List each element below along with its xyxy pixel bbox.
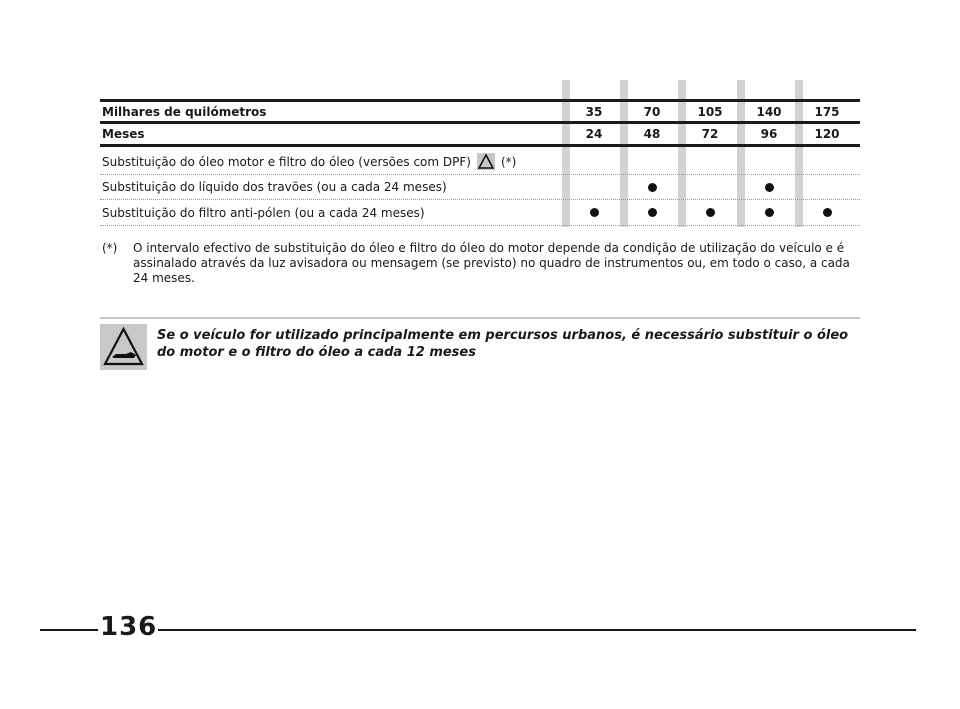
- warning-text: Se o veículo for utilizado principalmente em percursos urbanos, é necessário substituir o óleo do motor e o filtro do óleo a cada 12 meses: [157, 328, 849, 360]
- km-value: 175: [814, 105, 840, 119]
- km-value: 35: [585, 105, 603, 119]
- table-row-label: [102, 153, 516, 173]
- maintenance-dot: [823, 208, 832, 217]
- footnote-mark: (*): [102, 241, 118, 255]
- maintenance-dot: [765, 208, 774, 217]
- column-stripe: [620, 80, 628, 227]
- page-number: 136: [100, 612, 158, 642]
- month-value: 120: [814, 127, 840, 141]
- maintenance-dot: [648, 183, 657, 192]
- warning-top-rule: [100, 317, 860, 319]
- km-value: 105: [697, 105, 723, 119]
- maintenance-dot: [648, 208, 657, 217]
- maintenance-dot: [765, 183, 774, 192]
- month-value: 24: [585, 127, 603, 141]
- column-stripe: [678, 80, 686, 227]
- km-header-label: Milhares de quilómetros: [102, 105, 267, 119]
- page-rule-right: [158, 629, 916, 631]
- oil-change-label: Substituição do óleo motor e filtro do óleo (versões com DPF): [102, 155, 471, 169]
- table-header-bottom-rule: [100, 144, 860, 147]
- table-header-rule: [100, 121, 860, 124]
- maintenance-dot: [590, 208, 599, 217]
- column-stripe: [737, 80, 745, 227]
- column-stripe: [562, 80, 570, 227]
- row-divider: [100, 225, 860, 226]
- month-value: 72: [701, 127, 719, 141]
- warning-icon: [100, 324, 147, 370]
- months-header-label: Meses: [102, 127, 145, 141]
- maintenance-dot: [706, 208, 715, 217]
- month-value: 48: [643, 127, 661, 141]
- table-top-rule: [100, 99, 860, 102]
- column-stripe: [795, 80, 803, 227]
- row-divider: [100, 199, 860, 200]
- footnote-text: O intervalo efectivo de substituição do óleo e filtro do óleo do motor depende da condição de utilização do veículo e é assinalado através da luz avisadora ou mensagem (se previsto) no quadro de instrumentos ou, em todo o caso, a cada 24 meses.: [133, 241, 850, 285]
- oil-change-footnote-ref: (*): [500, 155, 517, 169]
- page-rule-left: [40, 629, 98, 631]
- km-value: 140: [756, 105, 782, 119]
- km-value: 70: [643, 105, 661, 119]
- month-value: 96: [760, 127, 778, 141]
- brake-fluid-label: Substituição do líquido dos travões (ou a cada 24 meses): [102, 180, 447, 194]
- dpf-warning-icon: [477, 153, 495, 173]
- row-divider: [100, 174, 860, 175]
- pollen-filter-label: Substituição do filtro anti-pólen (ou a cada 24 meses): [102, 206, 425, 220]
